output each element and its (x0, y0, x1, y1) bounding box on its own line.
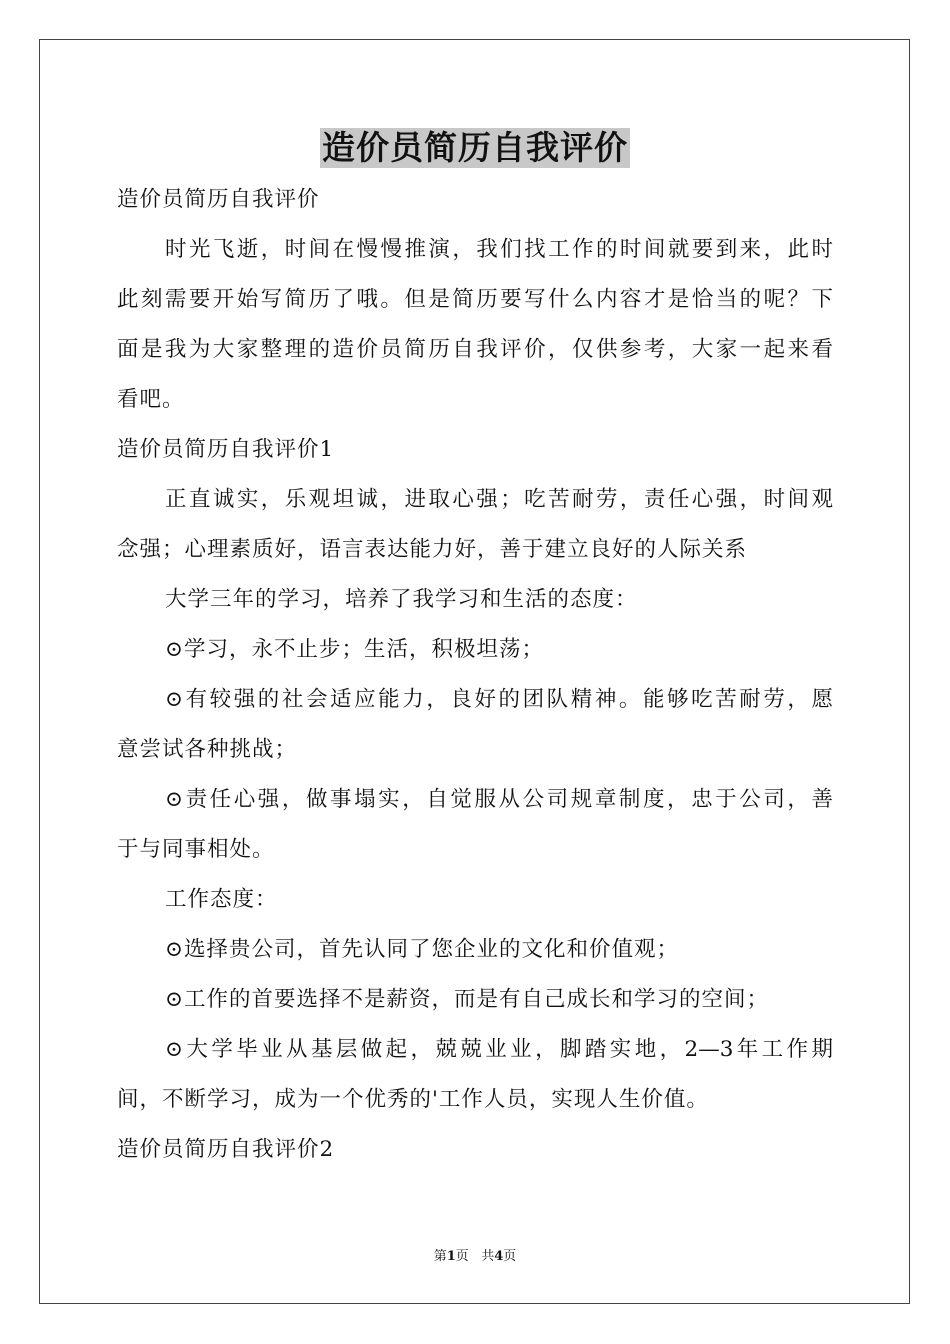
total-suffix: 页 (503, 1249, 517, 1264)
document-title: 造价员简历自我评价 (322, 128, 628, 167)
page-suffix: 页 (455, 1249, 469, 1264)
text-line: 此刻需要开始写简历了哦。但是简历要写什么内容才是恰当的呢？下 (117, 287, 833, 312)
text-line: 造价员简历自我评价2 (117, 1137, 335, 1162)
text-line: 于与同事相处。 (117, 837, 275, 862)
text-line: ⊙责任心强，做事塌实，自觉服从公司规章制度，忠于公司，善 (165, 787, 833, 812)
page-footer (0, 1248, 950, 1266)
text-line: 工作态度： (165, 887, 278, 912)
page-number: 1 (446, 1249, 456, 1264)
text-line: 意尝试各种挑战； (117, 737, 298, 762)
text-line: ⊙大学毕业从基层做起，兢兢业业，脚踏实地，2—3年工作期 (165, 1037, 833, 1062)
text-line: 面是我为大家整理的造价员简历自我评价，仅供参考，大家一起来看 (117, 337, 833, 362)
total-prefix: 共 (481, 1249, 495, 1264)
text-line: ⊙有较强的社会适应能力，良好的团队精神。能够吃苦耐劳，愿 (165, 687, 833, 712)
document-body (117, 175, 833, 1175)
text-line: 正直诚实，乐观坦诚，进取心强；吃苦耐劳，责任心强，时间观 (165, 487, 833, 512)
text-line: ⊙选择贵公司，首先认同了您企业的文化和价值观； (165, 937, 680, 962)
page-prefix: 第 (433, 1249, 447, 1264)
text-line: 大学三年的学习，培养了我学习和生活的态度： (165, 587, 638, 612)
text-line: 造价员简历自我评价1 (117, 437, 335, 462)
text-line: 念强；心理素质好，语言表达能力好，善于建立良好的人际关系 (117, 537, 748, 562)
total-pages: 4 (494, 1249, 504, 1264)
text-line: ⊙工作的首要选择不是薪资，而是有自己成长和学习的空间； (165, 987, 770, 1012)
text-line: ⊙学习，永不止步；生活，积极坦荡； (165, 637, 545, 662)
title-container (0, 128, 950, 168)
text-line: 造价员简历自我评价 (117, 187, 320, 212)
text-line: 时光飞逝，时间在慢慢推演，我们找工作的时间就要到来，此时 (165, 237, 833, 262)
text-line: 间，不断学习，成为一个优秀的'工作人员，实现人生价值。 (117, 1087, 709, 1112)
text-line: 看吧。 (117, 387, 185, 412)
